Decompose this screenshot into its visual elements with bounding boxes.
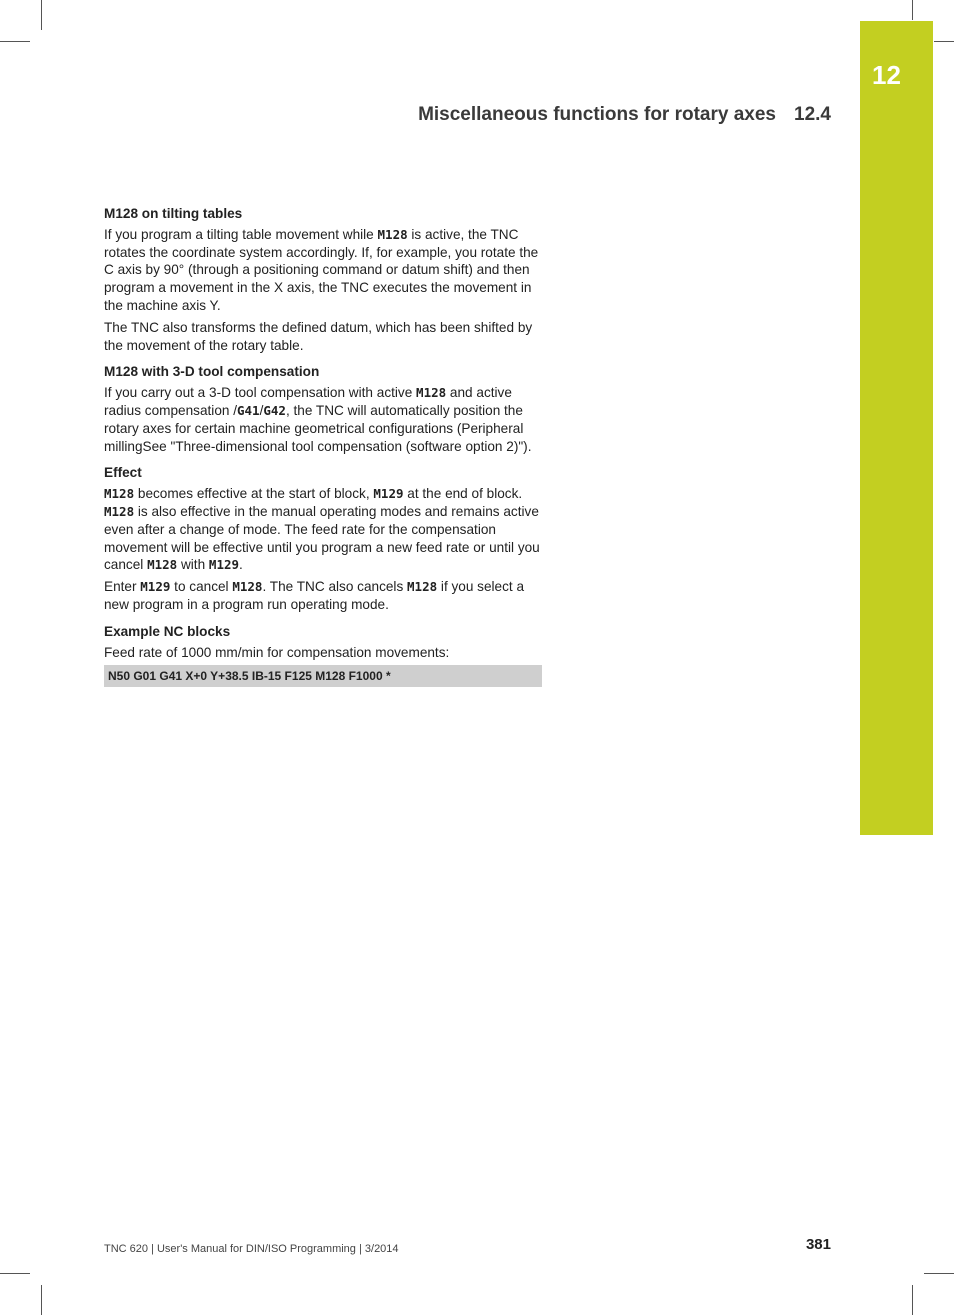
paragraph: If you program a tilting table movement while M128 is active, the TNC rotates the coordinate system accordingly. If, for example, you rotate the C axis by 90° (through a positioning command or datum shift) and then program a movement in the X axis, the TNC executes the movement in the machine axis Y. xyxy=(104,226,539,313)
code-term: M128 xyxy=(377,226,408,242)
chapter-number: 12 xyxy=(872,60,901,90)
crop-mark xyxy=(41,0,42,30)
paragraph: Enter M129 to cancel M128. The TNC also cancels M128 if you select a new program in a program run operating mode. xyxy=(104,579,525,612)
paragraph: M128 becomes effective at the start of block, M129 at the end of block. M128 is also effective in the manual operating modes and remains active even after a change of mode. The feed rate for the compensation movement will be effective until you program a new feed rate or until you cancel M128 with M129. xyxy=(104,486,540,573)
section-title: Miscellaneous functions for rotary axes xyxy=(418,104,777,125)
heading-tilting-tables: M128 on tilting tables xyxy=(104,206,243,221)
code-term: M128 xyxy=(232,579,263,595)
code-term: G41 xyxy=(237,402,260,418)
chapter-tab xyxy=(860,21,933,835)
heading-3d-tool-compensation: M128 with 3-D tool compensation xyxy=(104,364,320,380)
heading-effect: Effect xyxy=(104,465,142,481)
crop-mark xyxy=(924,1273,954,1274)
crop-mark xyxy=(41,1285,42,1315)
heading-example-nc-blocks: Example NC blocks xyxy=(104,623,231,639)
paragraph: The TNC also transforms the defined datum, which has been shifted by the movement of the rotary table. xyxy=(104,319,533,353)
crop-mark xyxy=(0,41,30,42)
crop-mark xyxy=(0,1273,30,1274)
section-number: 12.4 xyxy=(794,104,831,125)
code-term: M129 xyxy=(208,557,240,573)
main-content xyxy=(104,205,542,687)
code-term: M129 xyxy=(140,579,171,595)
code-term: M128 xyxy=(147,557,178,573)
crop-mark xyxy=(912,1285,913,1315)
code-term: M128 xyxy=(104,486,135,502)
code-term: M128 xyxy=(416,385,447,401)
footer-text: TNC 620 | User's Manual for DIN/ISO Programming | 3/2014 xyxy=(104,1243,399,1255)
crop-mark xyxy=(934,41,954,42)
code-term: M128 xyxy=(407,579,438,595)
code-term: M128 xyxy=(104,503,135,519)
paragraph: Feed rate of 1000 mm/min for compensation movements: xyxy=(104,644,450,660)
page-number: 381 xyxy=(805,1236,831,1253)
code-term: G42 xyxy=(263,402,286,418)
crop-mark xyxy=(912,0,913,20)
nc-code-block: N50 G01 G41 X+0 Y+38.5 IB-15 F125 M128 F1000 * xyxy=(104,665,542,687)
code-term: M129 xyxy=(373,486,404,502)
running-header xyxy=(418,104,831,126)
paragraph: If you carry out a 3-D tool compensation with active M128 and active radius compensation /G41/G42, the TNC will automatically position the rotary axes for certain machine geometrical configurations (Peripheral millingSee "Three-dimensional tool compensation (software option 2)"). xyxy=(104,385,532,454)
